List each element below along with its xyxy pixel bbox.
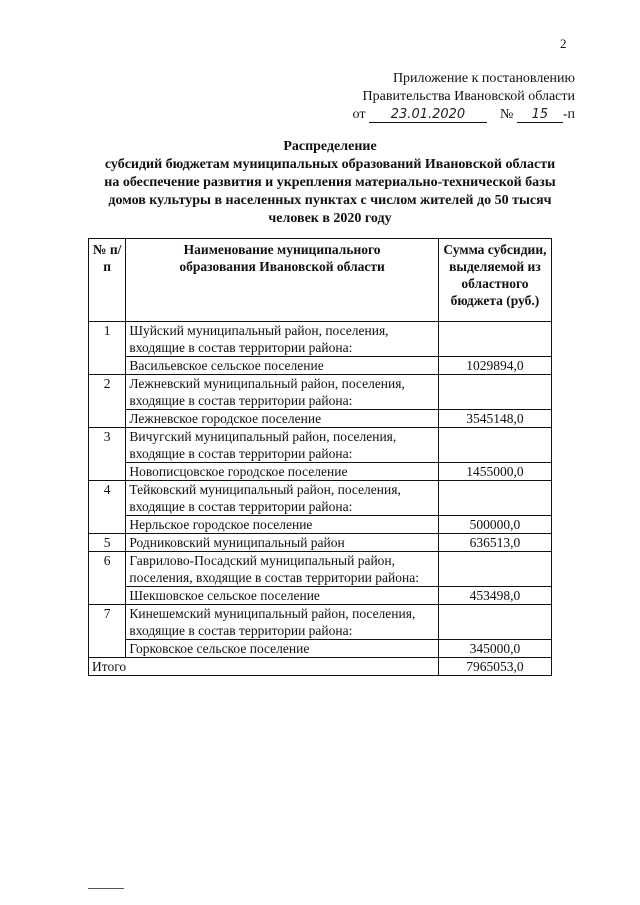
approval-number-suffix: -п	[562, 107, 575, 122]
footnote-separator	[88, 888, 124, 889]
document-title	[70, 138, 590, 228]
amount-empty	[438, 428, 551, 463]
row-number: 2	[89, 375, 126, 428]
amount: 1455000,0	[438, 463, 551, 481]
district-name: Гаврилово-Посадский муниципальный район, поселения, входящие в состав территории района:	[126, 552, 439, 587]
approval-date: 23.01.2020	[369, 107, 487, 123]
table-row	[89, 481, 552, 516]
table-row	[89, 410, 552, 428]
amount: 345000,0	[438, 640, 551, 658]
amount: 3545148,0	[438, 410, 551, 428]
amount-empty	[438, 375, 551, 410]
amount-empty	[438, 481, 551, 516]
title-line-2: субсидий бюджетам муниципальных образований Ивановской области	[104, 157, 556, 172]
row-number: 6	[89, 552, 126, 605]
approval-line-1: Приложение к постановлению	[392, 71, 575, 86]
amount-empty	[438, 605, 551, 640]
title-line-5: человек в 2020 году	[268, 211, 392, 226]
table-row	[89, 516, 552, 534]
settlement-name: Новописцовское городское поселение	[126, 463, 439, 481]
table-row	[89, 428, 552, 463]
approval-from-prefix: от	[352, 107, 366, 122]
amount: 1029894,0	[438, 357, 551, 375]
approval-line-2: Правительства Ивановской области	[362, 89, 575, 104]
row-number: 5	[89, 534, 126, 552]
subsidy-table	[88, 238, 552, 676]
table-row	[89, 640, 552, 658]
row-number: 1	[89, 322, 126, 375]
table-row	[89, 375, 552, 410]
amount: 453498,0	[438, 587, 551, 605]
title-line-3: на обеспечение развития и укрепления материально-технической базы	[104, 175, 556, 190]
page-number: 2	[560, 36, 567, 51]
settlement-name: Горковское сельское поселение	[126, 640, 439, 658]
row-number: 4	[89, 481, 126, 534]
table-row	[89, 463, 552, 481]
header-amount: Сумма субсидии, выделяемой из областного бюджета (руб.)	[438, 239, 551, 322]
table-row	[89, 322, 552, 357]
total-label: Итого	[89, 658, 439, 676]
table-header-row	[89, 239, 552, 322]
district-name: Лежневский муниципальный район, поселения, входящие в состав территории района:	[126, 375, 439, 410]
row-number: 3	[89, 428, 126, 481]
district-name: Шуйский муниципальный район, поселения, входящие в состав территории района:	[126, 322, 439, 357]
header-num: № п/п	[89, 239, 126, 322]
settlement-name: Нерльское городское поселение	[126, 516, 439, 534]
total-amount: 7965053,0	[438, 658, 551, 676]
amount-empty	[438, 322, 551, 357]
total-row	[89, 658, 552, 676]
approval-block	[340, 70, 575, 124]
table-row	[89, 605, 552, 640]
amount-empty	[438, 552, 551, 587]
header-name: Наименование муниципального образования Ивановской области	[126, 239, 439, 322]
amount: 500000,0	[438, 516, 551, 534]
table-row	[89, 534, 552, 552]
approval-date-line	[340, 106, 575, 124]
amount: 636513,0	[438, 534, 551, 552]
district-name: Родниковский муниципальный район	[126, 534, 439, 552]
settlement-name: Лежневское городское поселение	[126, 410, 439, 428]
approval-number: 15	[517, 107, 563, 123]
title-line-4: домов культуры в населенных пунктах с числом жителей до 50 тысяч	[108, 193, 552, 208]
district-name: Кинешемский муниципальный район, поселения, входящие в состав территории района:	[126, 605, 439, 640]
table-row	[89, 357, 552, 375]
district-name: Тейковский муниципальный район, поселения, входящие в состав территории района:	[126, 481, 439, 516]
settlement-name: Васильевское сельское поселение	[126, 357, 439, 375]
table-row	[89, 552, 552, 587]
title-line-1: Распределение	[283, 139, 377, 154]
district-name: Вичугский муниципальный район, поселения, входящие в состав территории района:	[126, 428, 439, 463]
row-number: 7	[89, 605, 126, 658]
settlement-name: Шекшовское сельское поселение	[126, 587, 439, 605]
approval-number-label: №	[499, 107, 514, 122]
table-row	[89, 587, 552, 605]
